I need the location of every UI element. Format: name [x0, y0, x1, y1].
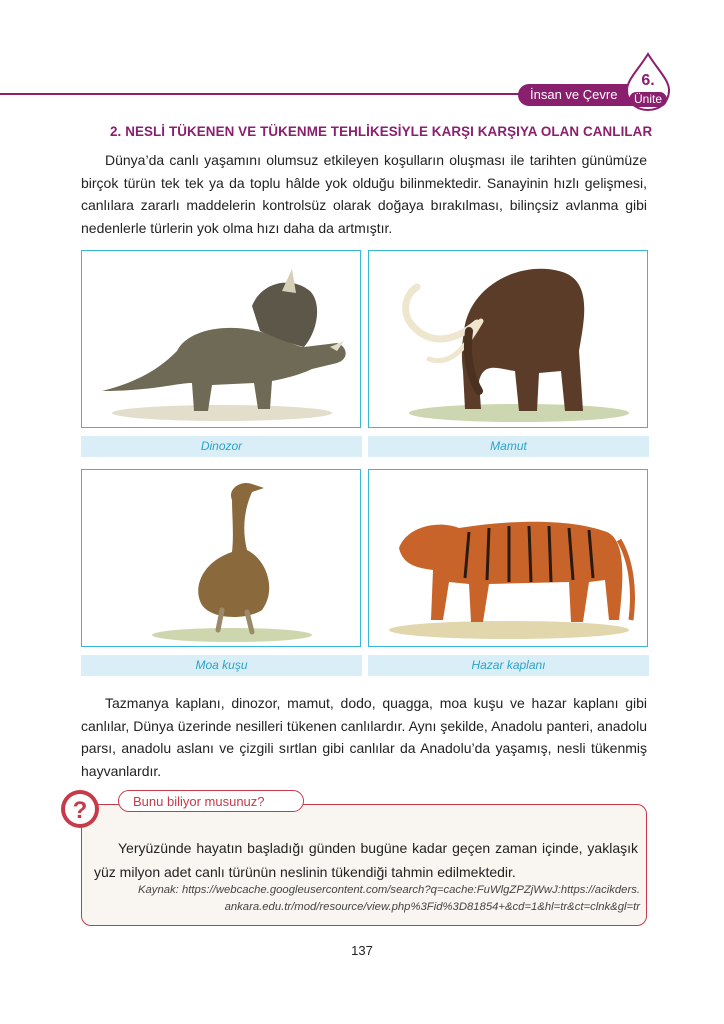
caption-tiger: Hazar kaplanı — [368, 655, 649, 676]
mammoth-illustration — [369, 251, 647, 427]
did-you-know-header: Bunu biliyor musunuz? — [118, 790, 304, 812]
caption-moa: Moa kuşu — [81, 655, 362, 676]
unit-word: Ünite — [629, 92, 667, 107]
mammoth-image — [368, 250, 648, 428]
question-mark-icon — [59, 788, 101, 830]
chapter-label: İnsan ve Çevre — [518, 84, 643, 106]
caption-dinosaur: Dinozor — [81, 436, 362, 457]
section-title: 2. NESLİ TÜKENEN VE TÜKENME TEHLİKESİYLE KARŞI KARŞIYA OLAN CANLILAR — [110, 124, 653, 139]
source-line-2: ankara.edu.tr/mod/resource/view.php%3Fid%3D81854+&cd=1&hl=tr&ct=clnk&gl=tr — [224, 901, 640, 913]
did-you-know-text: Yeryüzünde hayatın başladığı günden bugüne kadar geçen zaman içinde, yaklaşık yüz milyon adet canlı türünün neslinin tükendiği tahmin edilmektedir. — [94, 840, 638, 880]
moa-image — [81, 469, 361, 647]
intro-paragraph: Dünya’da canlı yaşamını olumsuz etkileyen koşulların oluşması ile tarihten günümüze birçok türün tek tek ya da toplu hâlde yok olduğu bilinmektedir. Sanayinin hızlı gelişmesi, canlılara zararlı maddelerin kontrolsüz olarak doğaya bırakılması, bilinçsiz avlanma gibi nedenlerle türlerin yok olma hızı daha da artmıştır. — [81, 152, 647, 237]
caspian-tiger-illustration — [369, 470, 647, 646]
triceratops-illustration — [82, 251, 360, 427]
unit-number: 6. — [641, 72, 655, 89]
caption-mammoth: Mamut — [368, 436, 649, 457]
source-citation — [96, 882, 640, 916]
svg-text:?: ? — [72, 797, 88, 824]
page-number: 137 — [351, 943, 373, 958]
extinct-species-paragraph: Tazmanya kaplanı, dinozor, mamut, dodo, quagga, moa kuşu ve hazar kaplanı gibi canlılar, Dünya üzerinde nesilleri tükenen canlılardır. Aynı şekilde, Anadolu panteri, anadolu parsı, anadolu aslanı ve çizgili sırtlan gibi canlılar da Anadolu’da yaşamış, nesli tükenmiş hayvanlardır. — [81, 695, 647, 780]
moa-bird-illustration — [82, 470, 360, 646]
unit-badge — [624, 52, 672, 112]
source-line-1: Kaynak: https://webcache.googleusercontent.com/search?q=cache:FuWlgZPZjWwJ:https://acikders. — [137, 884, 640, 896]
tiger-image — [368, 469, 648, 647]
dinosaur-image — [81, 250, 361, 428]
